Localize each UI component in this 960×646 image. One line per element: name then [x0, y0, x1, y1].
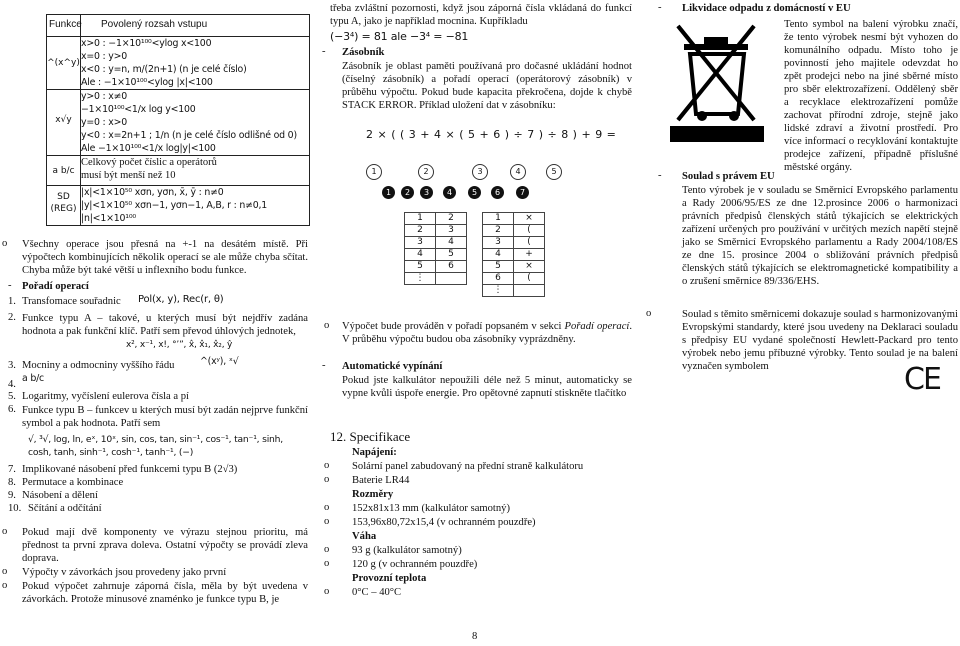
power-line-3: x<0 : y=n, m/(2n+1) (n je celé číslo): [81, 64, 247, 75]
num-stack-idx: 1: [405, 213, 436, 225]
calc-paragraph: [342, 320, 632, 346]
power-title: Napájení:: [352, 447, 397, 458]
order-item-2: [8, 312, 308, 360]
op-stack-val: (: [514, 273, 545, 285]
bullet: o: [2, 238, 8, 249]
bullet: o: [324, 586, 330, 597]
item-text: Mocniny a odmocniny vyššího řádu: [22, 360, 175, 371]
accuracy-block: [0, 238, 308, 277]
frac-label: a b/c: [52, 166, 75, 176]
op-stack-row: [483, 225, 545, 237]
dim-calc: 152x81x13 mm (kalkulátor samotný): [352, 503, 511, 514]
number-stack-table: [404, 212, 467, 285]
num-stack-row: [405, 273, 467, 285]
sd-line-1: |x|<1×10⁵⁰ xσn, yσn, x̄, ȳ : n≠0: [81, 187, 224, 198]
weee-title: Likvidace odpadu z domácností v EU: [682, 3, 851, 14]
temp-title: Provozní teplota: [352, 573, 427, 584]
num-stack-idx: 2: [405, 225, 436, 237]
order-item-4: [8, 375, 308, 391]
num-stack-row: [405, 213, 467, 225]
op-stack-row: [483, 285, 545, 297]
stack-expression: 2 × ( ( 3 + 4 × ( 5 + 6 ) ÷ 7 ) ÷ 8 ) + 9 =: [366, 128, 617, 141]
item-number: 8.: [8, 477, 16, 488]
item-number: 5.: [8, 391, 16, 402]
item-number: 2.: [8, 312, 16, 323]
ce-mark-icon: CE: [904, 362, 940, 397]
item-text: Transfomace souřadnic: [22, 296, 121, 307]
dash-bullet: -: [658, 2, 662, 13]
root-line-4: y<0 : x=2n+1 ; 1/n (n je celé číslo odlišné od 0): [81, 130, 297, 141]
num-stack-val: 5: [436, 249, 467, 261]
order-title: Pořadí operací: [22, 281, 89, 292]
power-line-1: x>0 : −1×10¹⁰⁰<ylog x<100: [81, 38, 212, 49]
op-stack-idx: ⋮: [483, 285, 514, 297]
item-text: Permutace a kombinace: [22, 477, 124, 488]
accuracy-paragraph: Všechny operace jsou přesná na +-1 na desátém místě. Při výpočtech kombinujících několik operací se ale může chyba sčítat. Chyba může být také větší u inflexního bodu funkce.: [22, 239, 308, 276]
row-power-label: [47, 37, 81, 90]
num-stack-val: 3: [436, 225, 467, 237]
bullet: o: [2, 580, 8, 591]
row-sd-label: [47, 186, 81, 226]
item-number: 7.: [8, 464, 16, 475]
num-stack-idx: 5: [405, 261, 436, 273]
op-stack-val: ×: [514, 261, 545, 273]
item-text: Funkce typu A – takové, u kterých musí být nejdřív zadána hodnota a pak funkční klíč. Patří sem převod úhlových jednotek,: [22, 313, 308, 337]
num-stack-val: 6: [436, 261, 467, 273]
item-number: 6.: [8, 404, 16, 415]
row-root-cell: [81, 90, 310, 156]
page-number: 8: [472, 631, 478, 642]
brackets-block: [0, 566, 308, 579]
order-item-9: [8, 490, 308, 503]
op-stack-idx: 2: [483, 225, 514, 237]
negative-example: (−3⁴) = 81 ale −3⁴ = −81: [330, 30, 469, 43]
bullet: o: [324, 516, 330, 527]
item-text: Funkce typu B – funkcev u kterých musí být zadán nejprve funkční symbol a pak hodnota. Patří sem: [22, 405, 308, 429]
bullet: o: [646, 308, 652, 319]
root-label: x√y: [55, 115, 72, 125]
operator-stack-table: [482, 212, 545, 297]
item-text: Sčítání a odčítání: [28, 503, 102, 514]
bullet: o: [324, 460, 330, 471]
spec-section-title: 12. Specifikace: [330, 429, 411, 444]
item-math: ^(xʸ), ˣ√: [200, 356, 239, 367]
bullet: o: [324, 320, 330, 331]
op-stack-val: (: [514, 237, 545, 249]
dim-case: 153,96x80,72x15,4 (v ochranném pouzdře): [352, 517, 536, 528]
order-heading: [0, 280, 308, 293]
header-func-cell: [47, 15, 81, 37]
op-stack-val: [514, 285, 545, 297]
item-number: 4.: [8, 379, 16, 390]
op-stack-idx: 5: [483, 261, 514, 273]
num-stack-row: [405, 261, 467, 273]
dash-bullet: -: [322, 360, 326, 371]
negative-paragraph: Pokud výpočet zahrnuje záporná čísla, měla by být uvedena v závorkách. Protože minusové znaménko je funkce typu B, je: [22, 581, 308, 605]
calc-text-italic: Pořadí operací: [564, 321, 630, 332]
op-stack-row: [483, 213, 545, 225]
priority-paragraph: Pokud mají dvě komponenty ve výrazu stejnou prioritu, má přednost ta první zprava doleva. Ostatní výpočty se provádí zleva doprava.: [22, 527, 308, 564]
sd-line-3: |n|<1×10¹⁰⁰: [81, 213, 136, 224]
op-stack-row: [483, 261, 545, 273]
temp-value: 0°C – 40°C: [352, 587, 402, 598]
priority-block: [0, 526, 308, 565]
row-power-cell: [81, 37, 310, 90]
order-item-10: [8, 503, 308, 516]
num-stack-row: [405, 249, 467, 261]
calc-text-b: . V průběhu výpočtu budou oba zásobníky vyprázdněny.: [342, 321, 633, 345]
op-mark-5: 5: [468, 186, 481, 199]
num-mark-5: 5: [546, 164, 562, 180]
num-marks: [366, 164, 580, 180]
root-line-5: Ale −1×10¹⁰⁰<1/x log|y|<100: [81, 143, 216, 154]
num-mark-1: 1: [366, 164, 382, 180]
power-label: ^(x^y): [47, 58, 80, 68]
sd-line-2: |y|<1×10⁵⁰ xσn−1, yσn−1, A,B, r : n≠0,1: [81, 200, 268, 211]
stack-paragraph: Zásobník je oblast paměti používaná pro dočasné ukládání hodnot (číselný zásobník) a pořadí operací (operátorový zásobník) v průběhu výpočtu. Pokud bude kapacita překročena, dojde k chybě STACK ERROR. Příklad uložení dat v zásobníku:: [342, 61, 632, 111]
root-line-1: y>0 : x≠0: [81, 91, 128, 102]
num-stack-idx: ⋮: [405, 273, 436, 285]
order-list: [8, 296, 308, 516]
order-item-5: [8, 391, 308, 404]
num-stack-val: 4: [436, 237, 467, 249]
num-stack-val: [436, 273, 467, 285]
bullet: o: [324, 474, 330, 485]
item-text: Násobení a dělení: [22, 490, 98, 501]
num-mark-2: 2: [418, 164, 434, 180]
bullet: o: [324, 544, 330, 555]
op-mark-6: 6: [491, 186, 504, 199]
row-frac-cell: [81, 156, 310, 186]
bullet: o: [2, 566, 8, 577]
item-math: √, ³√, log, ln, eˣ, 10ˣ, sin, cos, tan, sin⁻¹, cos⁻¹, tan⁻¹, sinh, cosh, tanh, sinh⁻¹, cosh⁻¹, tanh⁻¹, (−): [28, 434, 284, 458]
dash-bullet: -: [658, 170, 662, 181]
op-mark-3: 3: [420, 186, 433, 199]
op-stack-row: [483, 237, 545, 249]
power-battery: Baterie LR44: [352, 475, 410, 486]
sd-label: SD (REG): [50, 192, 77, 214]
num-stack-idx: 4: [405, 249, 436, 261]
order-item-3: [8, 356, 308, 375]
item-math: x², x⁻¹, x!, °’”, x̂, x̂₁, x̂₂, ŷ: [126, 340, 233, 350]
item-math: Pol(x, y), Rec(r, θ): [138, 294, 224, 305]
weight-title: Váha: [352, 531, 377, 542]
row-sd-cell: [81, 186, 310, 226]
op-stack-idx: 3: [483, 237, 514, 249]
order-item-8: [8, 477, 308, 490]
num-stack-val: 2: [436, 213, 467, 225]
power-solar: Solární panel zabudovaný na přední straně kalkulátoru: [352, 461, 584, 472]
item-number: 9.: [8, 490, 16, 501]
op-stack-row: [483, 249, 545, 261]
row-root-label: [47, 90, 81, 156]
op-marks: [382, 186, 535, 199]
order-item-7: [8, 464, 308, 477]
root-line-3: y=0 : x>0: [81, 117, 128, 128]
bullet: o: [324, 502, 330, 513]
frac-line-1: Celkový počet číslic a operátorů: [81, 157, 217, 168]
weight-case: 120 g (v ochranném pouzdře): [352, 559, 478, 570]
item-number: 10.: [8, 503, 22, 514]
frac-line-2: musí být menší než 10: [81, 170, 176, 181]
header-range: Povolený rozsah vstupu: [101, 19, 208, 30]
auto-off-title: Automatické vypínání: [342, 361, 443, 372]
power-line-4: Ale : −1×10¹⁰⁰<ylog |x|<100: [81, 77, 213, 88]
item-text: Implikované násobení před funkcemi typu B (2√3): [22, 464, 238, 475]
weight-calc: 93 g (kalkulátor samotný): [352, 545, 462, 556]
power-line-2: x=0 : y>0: [81, 51, 128, 62]
eu-compliance-title: Soulad s právem EU: [682, 171, 775, 182]
item-text: Logaritmy, vyčíslení eulerova čísla a pí: [22, 391, 189, 402]
negative-block: [0, 580, 308, 606]
bullet: o: [2, 526, 8, 537]
ce-paragraph: Soulad s těmito směrnicemi dokazuje soulad s harmonizovanými Evropskými standardy, které jsou uvedeny na Deklaraci souladu s předpisy EU vydané společností Hewlett-Packard pro tento výrobek nebo jemu příbuzné výrobky. Tento soulad je na balení vyznačen symbolem: [682, 309, 958, 372]
row-frac-label: [47, 156, 81, 186]
eu-compliance-paragraph: Tento výrobek je v souladu se Směrnicí Evropského parlamentu a Rady 2006/95/ES ze dne 12.prosince 2006 o harmonizaci právních předpisů členských států týkajících se elektrických zařízení určených pro používání v určitých mezích napětí stejně jako se Směrnicí Evropského parlamentu a Rady 2004/108/ES ze dne 15. prosince 2004 o sbližování právních předpisů členských států týkajících se elektromagnetické kompatibility a o zrušení směrnice 89/336/EHS.: [682, 185, 958, 287]
op-stack-idx: 4: [483, 249, 514, 261]
op-stack-idx: 1: [483, 213, 514, 225]
op-mark-4: 4: [443, 186, 456, 199]
op-stack-val: +: [514, 249, 545, 261]
op-mark-2: 2: [401, 186, 414, 199]
op-mark-1: 1: [382, 186, 395, 199]
brackets-paragraph: Výpočty v závorkách jsou provedeny jako první: [22, 567, 227, 578]
weee-bin-icon: [666, 20, 768, 144]
bullet: o: [324, 558, 330, 569]
auto-off-paragraph: Pokud jste kalkulátor nepoužili déle než 5 minut, automaticky se vypne kvůli úspoře energie. Pro opětovné zapnutí stiskněte tlačítko: [342, 375, 632, 399]
dim-title: Rozměry: [352, 489, 394, 500]
op-stack-row: [483, 273, 545, 285]
header-range-cell: [81, 15, 310, 37]
num-mark-4: 4: [510, 164, 526, 180]
calc-text-a: Výpočet bude prováděn v pořadí popsaném v sekci: [342, 321, 565, 332]
item-math: a b/c: [22, 373, 44, 384]
num-stack-row: [405, 225, 467, 237]
num-stack-row: [405, 237, 467, 249]
header-func: Funkce: [49, 19, 82, 30]
dash-bullet: -: [322, 46, 326, 57]
op-mark-7: 7: [516, 186, 529, 199]
num-mark-3: 3: [472, 164, 488, 180]
weee-paragraph: Tento symbol na balení výrobku značí, že tento výrobek nesmí být vyhozen do komunálního odpadu. Místo toho je povinností jeho majitele odevzdat ho zpět prodejci nebo na jiné sběrné místo pro sběr elektrozařízení. Oddělený sběr a recyklace elektrozařízení pomůže zachovat přírodní zdroje, stejně jako lidské zdraví a životní prostředí. Pro více informací o recyklování kontaktujte prodejce zařízení, případně příslušné městské orgány.: [784, 19, 958, 173]
op-stack-idx: 6: [483, 273, 514, 285]
root-line-2: −1×10¹⁰⁰<1/x log y<100: [81, 104, 196, 115]
item-number: 3.: [8, 360, 16, 371]
order-item-1: [8, 296, 308, 312]
num-stack-idx: 3: [405, 237, 436, 249]
input-range-table: [46, 14, 310, 226]
item-number: 1.: [8, 296, 16, 307]
stack-title: Zásobník: [342, 47, 385, 58]
dash-bullet: -: [8, 280, 12, 291]
order-item-6: [8, 404, 308, 464]
op-stack-val: ×: [514, 213, 545, 225]
op-stack-val: (: [514, 225, 545, 237]
negative-cont-paragraph: třeba zvláštní pozornosti, když jsou záporná čísla vkládaná do funkcí typu A, jako je například mocnina. Kupříkladu: [330, 3, 632, 27]
